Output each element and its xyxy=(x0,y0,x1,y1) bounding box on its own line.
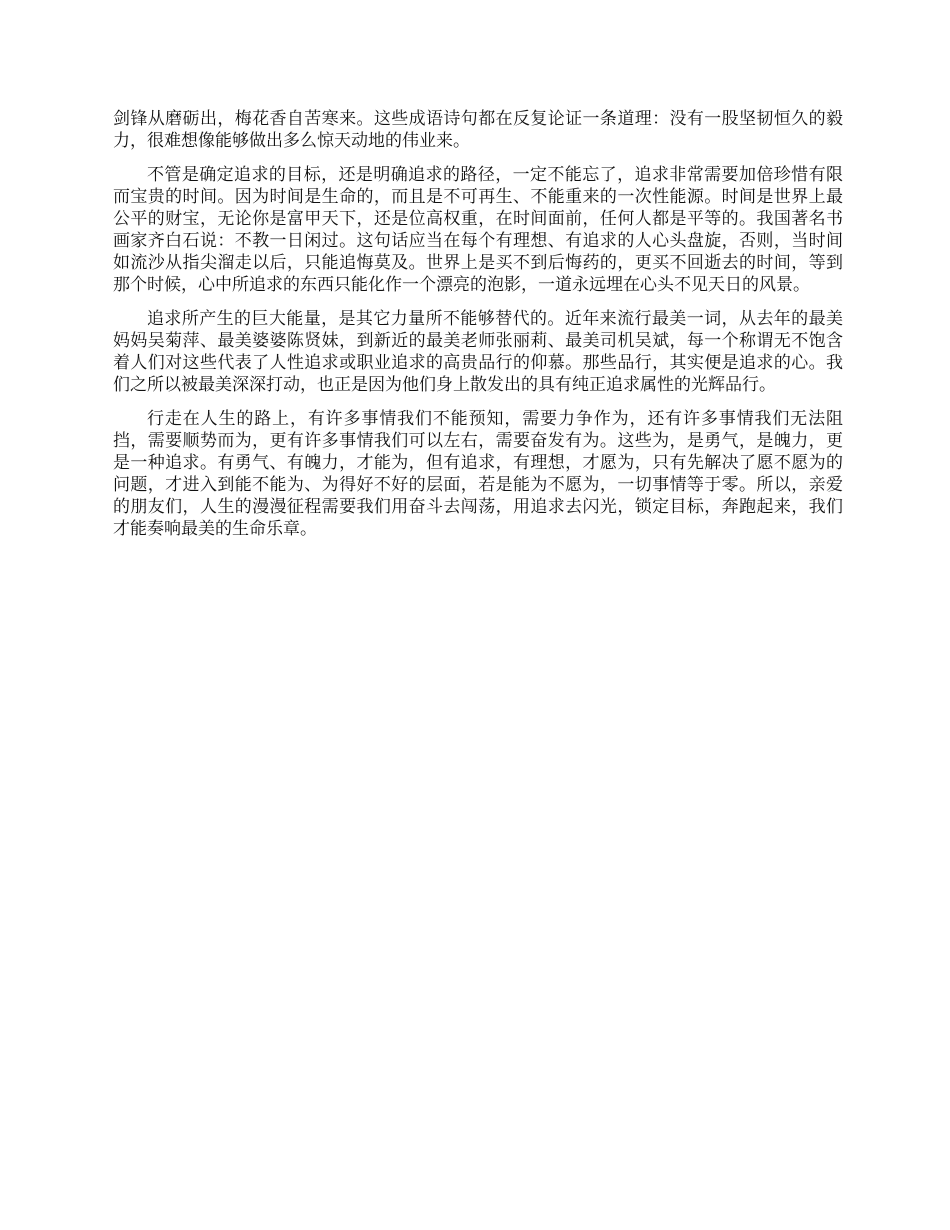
paragraph-4: 行走在人生的路上，有许多事情我们不能预知，需要力争作为，还有许多事情我们无法阻挡，需要顺势而为，更有许多事情我们可以左右，需要奋发有为。这些为，是勇气，是魄力，更是一种追求。有勇气、有魄力，才能为，但有追求，有理想，才愿为，只有先解决了愿不愿为的问题，才进入到能不能为、为得好不好的层面，若是能为不愿为，一切事情等于零。所以，亲爱的朋友们，人生的漫漫征程需要我们用奋斗去闯荡，用追求去闪光，锁定目标，奔跑起来，我们才能奏响最美的生命乐章。 xyxy=(113,409,843,539)
paragraph-3: 追求所产生的巨大能量，是其它力量所不能够替代的。近年来流行最美一词，从去年的最美妈妈吴菊萍、最美婆婆陈贤妹，到新近的最美老师张丽莉、最美司机吴斌，每一个称谓无不饱含着人们对这些代表了人性追求或职业追求的高贵品行的仰慕。那些品行，其实便是追求的心。我们之所以被最美深深打动，也正是因为他们身上散发出的具有纯正追求属性的光辉品行。 xyxy=(113,309,843,395)
document-body xyxy=(113,108,843,552)
paragraph-1: 剑锋从磨砺出，梅花香自苦寒来。这些成语诗句都在反复论证一条道理：没有一股坚韧恒久的毅力，很难想像能够做出多么惊天动地的伟业来。 xyxy=(113,109,843,151)
paragraph-2: 不管是确定追求的目标，还是明确追求的路径，一定不能忘了，追求非常需要加倍珍惜有限而宝贵的时间。因为时间是生命的，而且是不可再生、不能重来的一次性能源。时间是世界上最公平的财宝，无论你是富甲天下，还是位高权重，在时间面前，任何人都是平等的。我国著名书画家齐白石说：不教一日闲过。这句话应当在每个有理想、有追求的人心头盘旋，否则，当时间如流沙从指尖溜走以后，只能追悔莫及。世界上是买不到后悔药的，更买不回逝去的时间，等到那个时候，心中所追求的东西只能化作一个漂亮的泡影，一道永远埋在心头不见天日的风景。 xyxy=(113,165,843,295)
